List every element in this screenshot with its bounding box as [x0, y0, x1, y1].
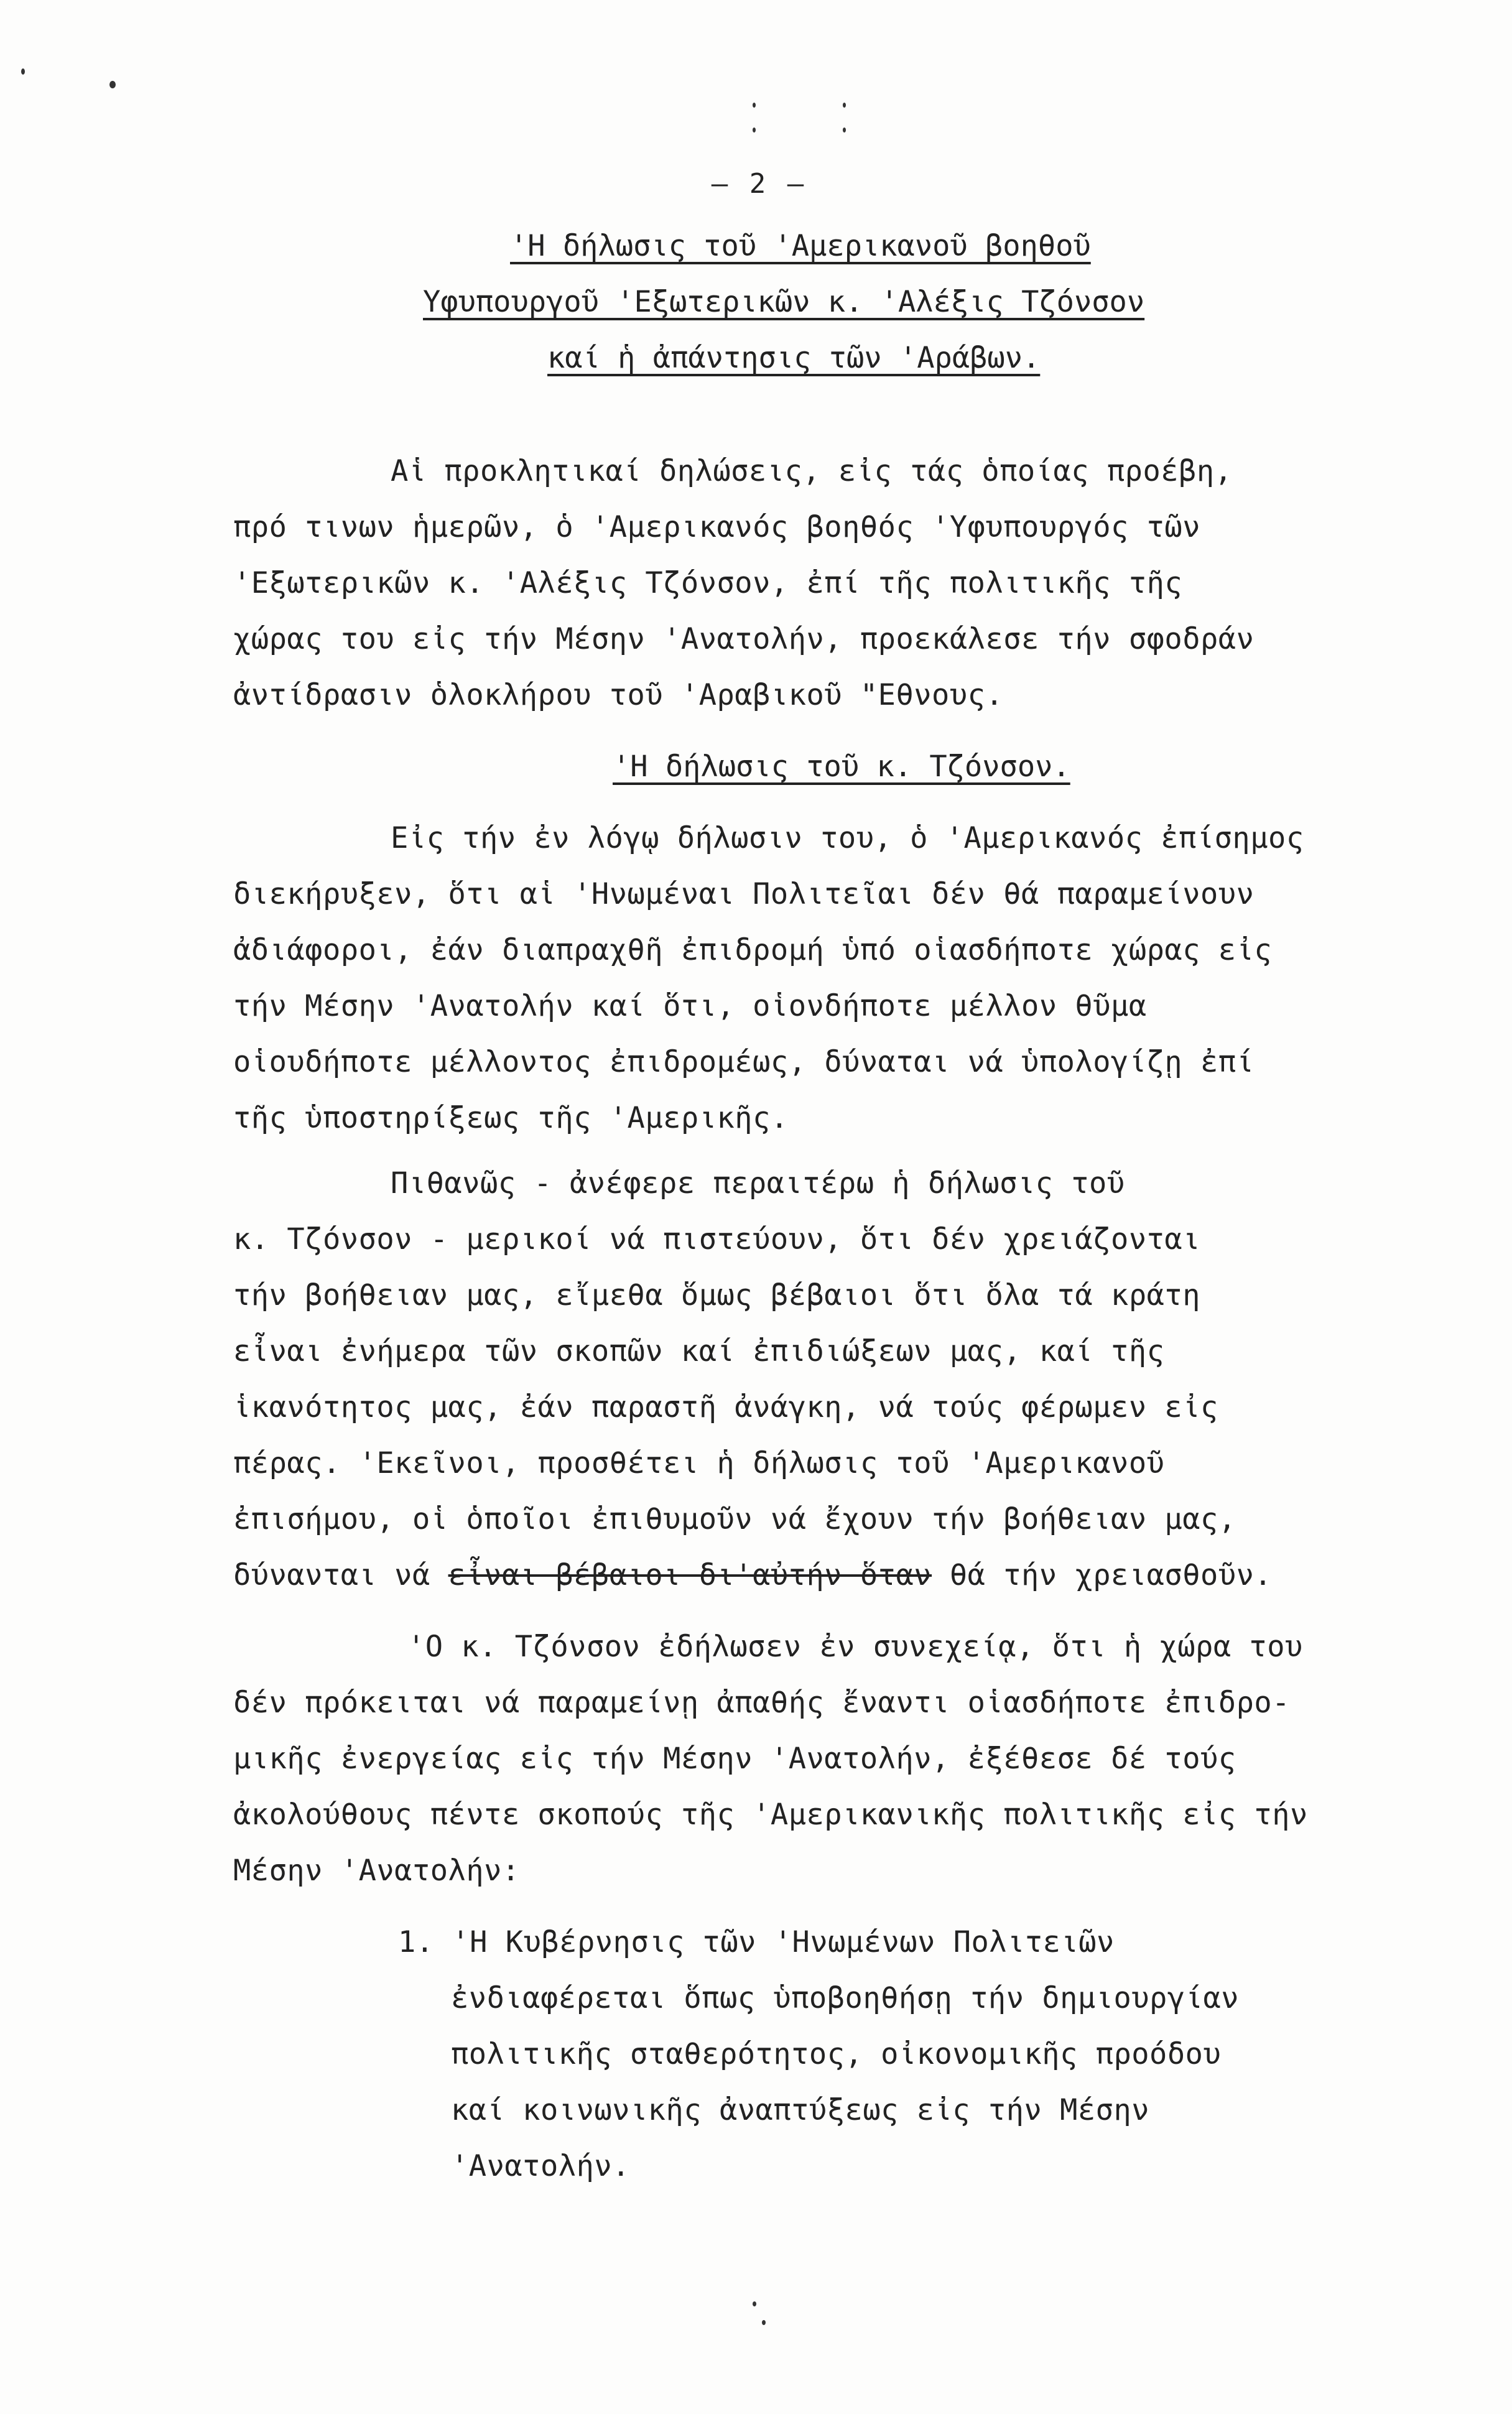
scan-speck — [753, 103, 756, 108]
paragraph-2-line: οἱουδήποτε μέλλοντος ἐπιδρομέως, δύναται νά ὑπολογίζῃ ἐπί — [233, 1045, 1255, 1079]
scan-speck — [109, 81, 116, 88]
text-span: θά τήν χρειασθοῦν. — [932, 1558, 1273, 1592]
paragraph-3-line: Πιθανῶς - ἀνέφερε περαιτέρω ἡ δήλωσις τοῦ — [391, 1166, 1125, 1200]
paragraph-3-line: κ. Τζόνσον - μερικοί νά πιστεύουν, ὅτι δέν χρειάζονται — [233, 1222, 1201, 1256]
list-item-line: πολιτικῆς σταθερότητος, οἰκονομικῆς προόδου — [451, 2037, 1222, 2071]
paragraph-2-line: διεκήρυξεν, ὅτι αἱ 'Ηνωμέναι Πολιτεῖαι δέν θά παραμείνουν — [233, 877, 1255, 911]
paragraph-3-line: εἶναι ἐνήμερα τῶν σκοπῶν καί ἐπιδιώξεων μας, καί τῆς — [233, 1334, 1165, 1368]
paragraph-3-last-line — [233, 1558, 1272, 1592]
scan-speck — [843, 128, 846, 132]
paragraph-3-line: τήν βοήθειαν μας, εἴμεθα ὅμως βέβαιοι ὅτι ὅλα τά κράτη — [233, 1278, 1201, 1312]
text-span: δύνανται νά — [233, 1558, 448, 1592]
intro-paragraph-line: Αἱ προκλητικαί δηλώσεις, εἰς τάς ὁποίας προέβη, — [391, 454, 1233, 488]
list-item-line: ἐνδιαφέρεται ὅπως ὑποβοηθήσῃ τήν δημιουργίαν — [451, 1981, 1240, 2015]
page-number: — 2 — — [711, 168, 807, 200]
paragraph-4-line: Μέσην 'Ανατολήν: — [233, 1854, 520, 1888]
paragraph-2-line: τήν Μέσην 'Ανατολήν καί ὅτι, οἱονδήποτε μέλλον θῦμα — [233, 989, 1147, 1023]
title-line-2: Υφυπουργοῦ 'Εξωτερικῶν κ. 'Αλέξις Τζόνσον — [423, 285, 1145, 319]
scan-speck — [762, 2320, 766, 2325]
title-line-3: καί ἡ ἀπάντησις τῶν 'Αράβων. — [547, 341, 1041, 375]
scan-speck — [753, 128, 756, 132]
list-item-line: 'Ανατολήν. — [451, 2149, 630, 2183]
paragraph-3-line: ἐπισήμου, οἱ ὁποῖοι ἐπιθυμοῦν νά ἔχουν τήν βοήθειαν μας, — [233, 1502, 1236, 1536]
paragraph-3-line: πέρας. 'Εκεῖνοι, προσθέτει ἡ δήλωσις τοῦ 'Αμερικανοῦ — [233, 1446, 1165, 1480]
intro-paragraph-line: 'Εξωτερικῶν κ. 'Αλέξις Τζόνσον, ἐπί τῆς πολιτικῆς τῆς — [233, 566, 1183, 600]
list-item-line: καί κοινωνικῆς ἀναπτύξεως εἰς τήν Μέσην — [451, 2093, 1150, 2127]
title-line-1: 'Η δήλωσις τοῦ 'Αμερικανοῦ βοηθοῦ — [510, 229, 1091, 263]
scan-speck — [753, 2301, 756, 2306]
paragraph-4-line: δέν πρόκειται νά παραμείνῃ ἀπαθής ἔναντι οἱασδήποτε ἐπιδρο- — [233, 1686, 1290, 1720]
struck-text: εἶναι βέβαιοι δι'αὐτήν ὅταν — [448, 1558, 932, 1592]
scan-speck — [21, 68, 25, 75]
paragraph-2-line: τῆς ὑποστηρίξεως τῆς 'Αμερικῆς. — [233, 1101, 789, 1135]
paragraph-4-line: ἀκολούθους πέντε σκοπούς τῆς 'Αμερικανικῆς πολιτικῆς εἰς τήν — [233, 1798, 1308, 1832]
paragraph-2-line: Εἰς τήν ἐν λόγῳ δήλωσιν του, ὁ 'Αμερικανός ἐπίσημος — [391, 821, 1304, 855]
intro-paragraph-line: ἀντίδρασιν ὁλοκλήρου τοῦ 'Αραβικοῦ "Εθνους. — [233, 678, 1004, 712]
list-item-line: 1. 'Η Κυβέρνησις τῶν 'Ηνωμένων Πολιτειῶν — [398, 1925, 1115, 1959]
intro-paragraph-line: πρό τινων ἡμερῶν, ὁ 'Αμερικανός βοηθός 'Υφυπουργός τῶν — [233, 510, 1201, 544]
section-subheading: 'Η δήλωσις τοῦ κ. Τζόνσον. — [613, 750, 1070, 784]
paragraph-4-line: μικῆς ἐνεργείας εἰς τήν Μέσην 'Ανατολήν, ἐξέθεσε δέ τούς — [233, 1742, 1236, 1776]
scan-speck — [843, 103, 846, 108]
intro-paragraph-line: χώρας του εἰς τήν Μέσην 'Ανατολήν, προεκάλεσε τήν σφοδράν — [233, 622, 1255, 656]
paragraph-2-line: ἀδιάφοροι, ἐάν διαπραχθῆ ἐπιδρομή ὑπό οἱασδήποτε χώρας εἰς — [233, 933, 1273, 967]
paragraph-4-line: 'Ο κ. Τζόνσον ἐδήλωσεν ἐν συνεχείᾳ, ὅτι ἡ χώρα του — [407, 1630, 1303, 1664]
paragraph-3-line: ἱκανότητος μας, ἐάν παραστῆ ἀνάγκη, νά τούς φέρωμεν εἰς — [233, 1390, 1218, 1424]
